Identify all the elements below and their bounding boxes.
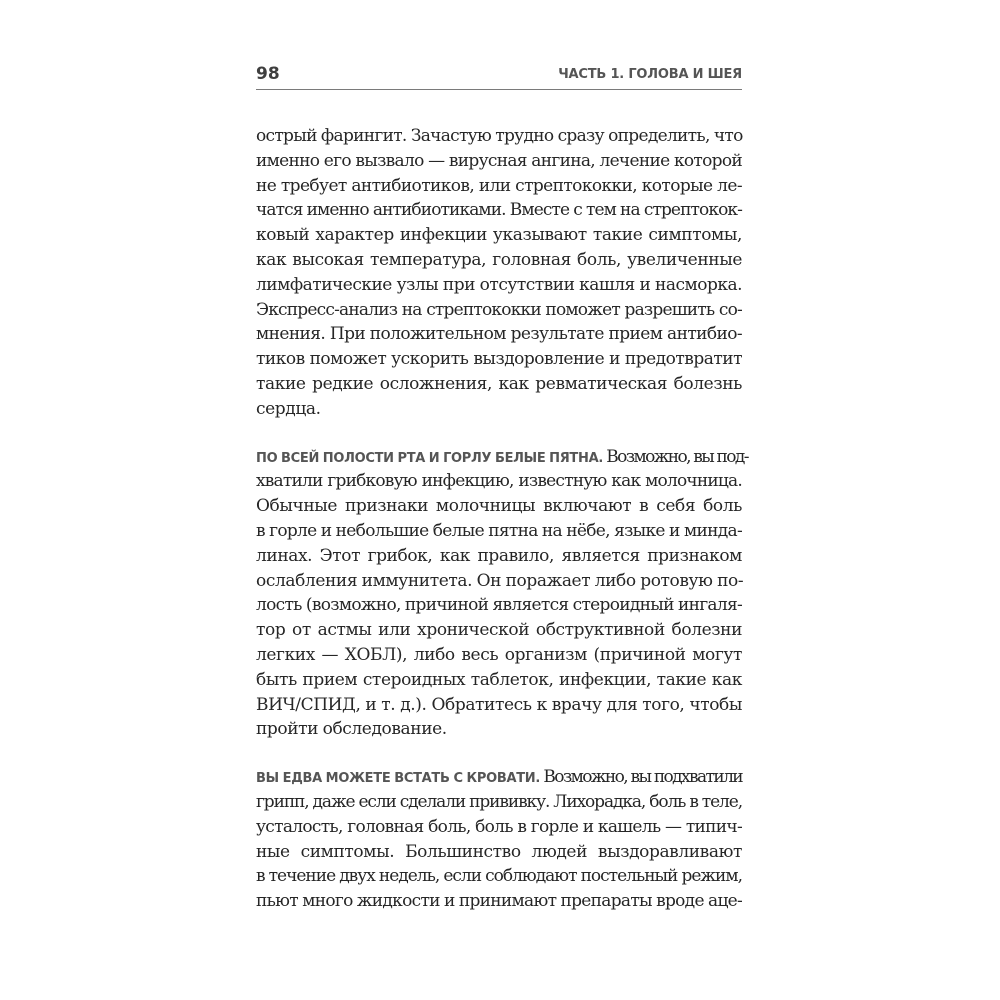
paragraph-thrush [256, 445, 748, 743]
header-rule [256, 89, 742, 90]
text-line: пройти обследование. [256, 719, 447, 740]
text-line: такие редкие осложнения, как ревматическая болезнь [256, 373, 742, 394]
text-line: сердца. [256, 398, 321, 419]
text-line: именно его вызвало — вирусная ангина, лечение которой [256, 150, 742, 171]
section-heading-cant-get-up: ВЫ ЕДВА МОЖЕТЕ ВСТАТЬ С КРОВАТИ. [256, 771, 540, 787]
paragraph-gap [256, 742, 742, 765]
text-line: в течение двух недель, если соблюдают постельный режим, [256, 866, 742, 887]
text-line: тиков поможет ускорить выздоровление и предотвратит [256, 349, 742, 370]
text-line: острый фарингит. Зачастую трудно сразу определить, что [256, 126, 743, 146]
text-line: ослабления иммунитета. Он поражает либо ротовую по- [256, 570, 744, 591]
text-line-rest: Возможно, вы подхватили [540, 767, 743, 788]
text-line: лимфатические узлы при отсутствии кашля и насморка. [256, 274, 742, 295]
text-line: усталость, головная боль, боль в горле и кашель — типич- [256, 816, 742, 837]
text-line: как высокая температура, головная боль, увеличенные [256, 249, 742, 270]
text-line: грипп, даже если сделали прививку. Лихорадка, боль в теле, [256, 791, 742, 812]
text-line: Обычные признаки молочницы включают в себя боль [256, 496, 742, 517]
page-number: 98 [256, 64, 280, 84]
text-line: не требует антибиотиков, или стрептококки, которые ле- [256, 175, 742, 196]
text-line: хватили грибковую инфекцию, известную как молочница. [256, 471, 742, 492]
text-line [256, 765, 742, 790]
text-line: лость (возможно, причиной является стероидный ингаля- [256, 595, 743, 616]
text-line: легких — ХОБЛ), либо весь организм (причиной могут [256, 644, 742, 665]
text-line: чатся именно антибиотиками. Вместе с тем на стрептокок- [256, 200, 742, 221]
paragraph-flu [256, 765, 742, 914]
text-line: ковый характер инфекции указывают такие симптомы, [256, 225, 742, 246]
text-line [256, 445, 748, 470]
paragraph-gap [256, 422, 742, 445]
section-heading-white-spots: ПО ВСЕЙ ПОЛОСТИ РТА И ГОРЛУ БЕЛЫЕ ПЯТНА. [256, 450, 603, 466]
page-header [256, 62, 742, 88]
text-line-rest: Возможно, вы под- [602, 446, 748, 467]
text-line: линах. Этот грибок, как правило, является признаком [256, 545, 742, 566]
text-line: мнения. При положительном результате прием антибио- [256, 324, 742, 345]
body-text [256, 124, 748, 914]
text-line: ные симптомы. Большинство людей выздоравливают [256, 841, 742, 862]
paragraph-pharyngitis [256, 124, 742, 422]
text-line: быть прием стероидных таблеток, инфекции, такие как [256, 669, 742, 690]
text-line: Экспресс-анализ на стрептококки поможет разрешить со- [256, 299, 742, 320]
text-line: в горле и небольшие белые пятна на нёбе, языке и минда- [256, 520, 742, 541]
text-line: ВИЧ/СПИД, и т. д.). Обратитесь к врачу для того, чтобы [256, 694, 742, 715]
text-line: тор от астмы или хронической обструктивной болезни [256, 620, 742, 641]
text-line: пьют много жидкости и принимают препараты вроде аце- [256, 891, 743, 912]
running-head: ЧАСТЬ 1. ГОЛОВА И ШЕЯ [558, 67, 742, 82]
